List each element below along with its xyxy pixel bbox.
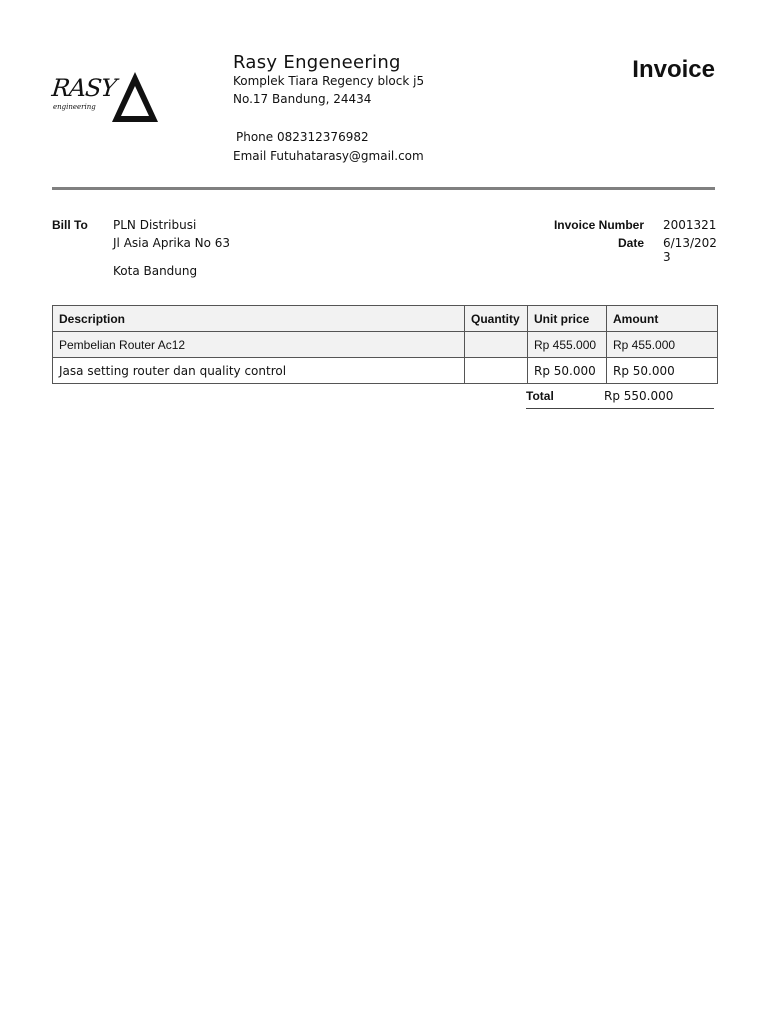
invoice-number-label: Invoice Number [553,218,644,232]
column-header-unit-price: Unit price [528,306,607,332]
logo-subtitle: engineering [53,103,96,111]
company-phone: Phone 082312376982 [236,130,369,144]
column-header-quantity: Quantity [465,306,528,332]
cell-description: Pembelian Router Ac12 [53,332,465,358]
cell-unit-price: Rp 455.000 [528,332,607,358]
date-value: 6/13/2023 [663,236,717,264]
table-row [53,358,718,384]
column-header-amount: Amount [607,306,718,332]
total-value: Rp 550.000 [604,389,674,403]
invoice-number-value: 2001321 [663,218,717,232]
company-address-line2: No.17 Bandung, 24434 [233,92,372,106]
cell-description: Jasa setting router dan quality control [53,358,465,384]
company-name: Rasy Engeneering [233,52,401,73]
table-row [53,332,718,358]
header-divider [52,187,715,190]
company-logo [50,66,162,128]
date-label: Date [617,236,644,250]
table-header-row [53,306,718,332]
total-label: Total [526,389,554,403]
column-header-description: Description [53,306,465,332]
cell-quantity [465,358,528,384]
bill-to-address: Jl Asia Aprika No 63 [113,236,231,250]
bill-to-name: PLN Distribusi [113,218,197,232]
items-table [52,305,718,384]
triangle-logo-icon [110,70,160,124]
cell-amount: Rp 50.000 [607,358,718,384]
cell-quantity [465,332,528,358]
document-title: Invoice [632,56,715,83]
cell-unit-price: Rp 50.000 [528,358,607,384]
total-underline [526,408,714,409]
bill-to-label: Bill To [52,218,88,232]
logo-wordmark: RASY [50,74,118,102]
company-email: Email Futuhatarasy@gmail.com [233,149,424,163]
company-address-line1: Komplek Tiara Regency block j5 [233,74,425,88]
bill-to-city: Kota Bandung [113,264,198,278]
cell-amount: Rp 455.000 [607,332,718,358]
